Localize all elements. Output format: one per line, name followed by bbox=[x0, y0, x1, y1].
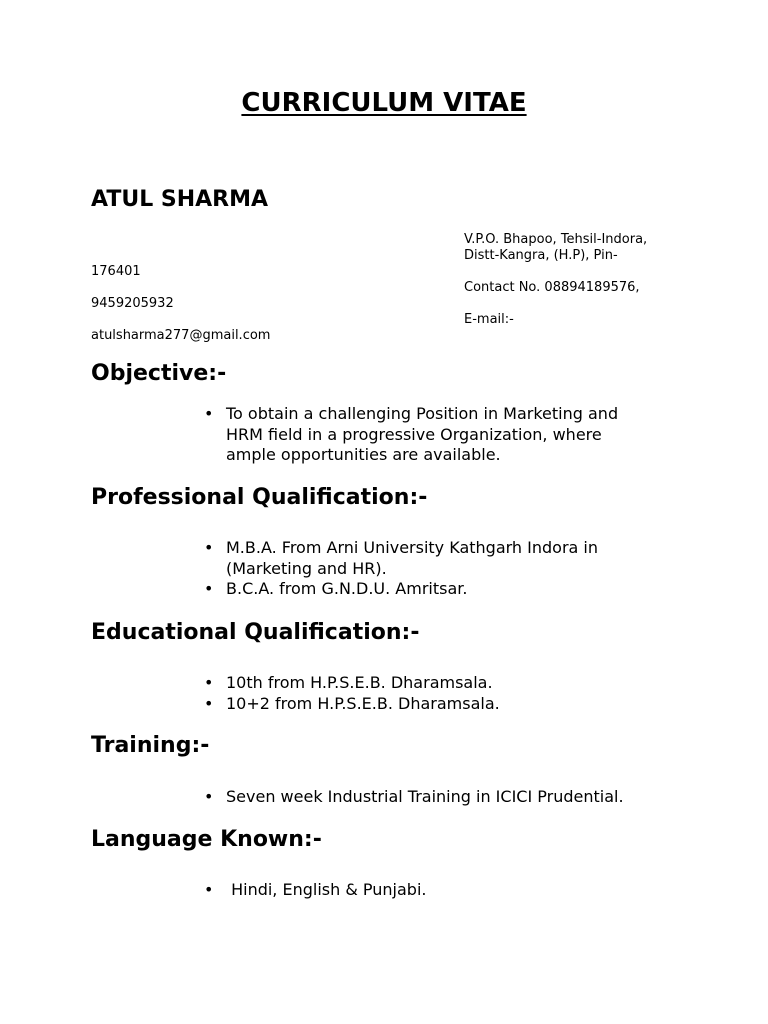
list-item-line: Hindi, English & Punjabi. bbox=[226, 880, 427, 899]
bullet-icon: • bbox=[204, 693, 214, 713]
list-item-line: 10th from H.P.S.E.B. Dharamsala. bbox=[226, 673, 493, 692]
objective-list bbox=[204, 404, 619, 466]
address-line-1: V.P.O. Bhapoo, Tehsil-Indora, bbox=[464, 232, 648, 247]
language-known-list bbox=[204, 880, 427, 901]
language-known-heading: Language Known:- bbox=[91, 827, 322, 852]
training-heading: Training:- bbox=[91, 733, 210, 758]
contact-label: Contact No. 08894189576, bbox=[464, 280, 640, 295]
list-item-line: M.B.A. From Arni University Kathgarh Indora in bbox=[226, 538, 598, 557]
educational-qualification-list bbox=[204, 673, 500, 714]
list-item-line: Seven week Industrial Training in ICICI Prudential. bbox=[226, 787, 624, 806]
list-item bbox=[204, 693, 500, 715]
bullet-icon: • bbox=[204, 538, 214, 557]
list-item bbox=[204, 673, 500, 694]
candidate-name: ATUL SHARMA bbox=[91, 187, 269, 212]
list-item bbox=[204, 787, 624, 808]
list-item bbox=[204, 880, 427, 901]
bullet-icon: • bbox=[204, 787, 214, 806]
list-item-line: To obtain a challenging Position in Marketing and bbox=[226, 404, 619, 423]
email-label: E-mail:- bbox=[464, 312, 514, 327]
list-item-line: 10+2 from H.P.S.E.B. Dharamsala. bbox=[226, 693, 500, 713]
email-address: atulsharma277@gmail.com bbox=[91, 328, 271, 343]
bullet-icon: • bbox=[204, 404, 214, 423]
bullet-icon: • bbox=[204, 880, 214, 899]
phone-number: 9459205932 bbox=[91, 296, 174, 311]
address-pin: 176401 bbox=[91, 264, 141, 279]
bullet-icon: • bbox=[204, 673, 214, 692]
professional-qualification-list bbox=[204, 538, 598, 600]
objective-heading: Objective:- bbox=[91, 361, 227, 386]
list-item bbox=[204, 579, 598, 600]
document-title: CURRICULUM VITAE bbox=[241, 88, 527, 118]
list-item-line: HRM field in a progressive Organization, where bbox=[226, 424, 602, 444]
professional-qualification-heading: Professional Qualification:- bbox=[91, 485, 428, 510]
list-item bbox=[204, 538, 598, 579]
educational-qualification-heading: Educational Qualification:- bbox=[91, 620, 420, 645]
list-item bbox=[204, 404, 619, 466]
bullet-icon: • bbox=[204, 579, 214, 598]
list-item-line: ample opportunities are available. bbox=[226, 445, 501, 464]
address-line-2: Distt-Kangra, (H.P), Pin- bbox=[464, 248, 618, 263]
training-list bbox=[204, 787, 624, 808]
list-item-line: (Marketing and HR). bbox=[226, 558, 387, 578]
list-item-line: B.C.A. from G.N.D.U. Amritsar. bbox=[226, 579, 468, 598]
